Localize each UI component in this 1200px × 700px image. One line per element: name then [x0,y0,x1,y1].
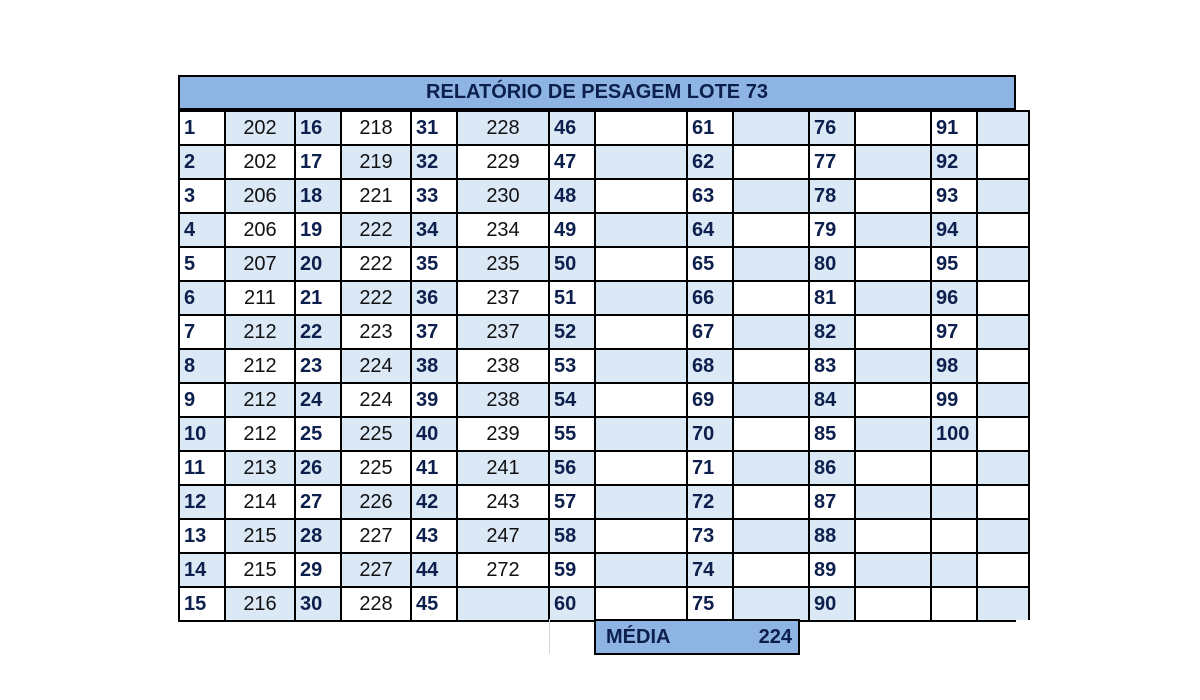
weight-cell [596,144,688,178]
weight-cell [978,484,1030,518]
weight-cell [734,212,810,246]
weight-cell [856,110,932,144]
animal-id-cell: 81 [810,280,856,314]
weight-cell [596,586,688,620]
weight-cell: 202 [226,144,296,178]
animal-id-cell: 22 [296,314,342,348]
weight-cell [856,586,932,620]
animal-id-cell: 69 [688,382,734,416]
average-value: 224 [758,625,792,648]
animal-id-cell: 56 [550,450,596,484]
animal-id-cell: 1 [180,110,226,144]
weight-cell: 230 [458,178,550,212]
animal-id-cell: 61 [688,110,734,144]
animal-id-cell: 40 [412,416,458,450]
weight-cell [856,144,932,178]
weight-cell: 227 [342,552,412,586]
weighing-report [178,75,1016,622]
animal-id-cell: 14 [180,552,226,586]
weight-cell [596,518,688,552]
weight-cell [596,416,688,450]
animal-id-cell: 97 [932,314,978,348]
animal-id-cell: 79 [810,212,856,246]
animal-id-cell: 13 [180,518,226,552]
weight-cell [856,314,932,348]
weight-cell [978,518,1030,552]
animal-id-cell: 10 [180,416,226,450]
weight-cell [734,518,810,552]
animal-id-cell: 71 [688,450,734,484]
animal-id-cell: 43 [412,518,458,552]
animal-id-cell: 60 [550,586,596,620]
weight-cell [734,348,810,382]
weight-cell: 227 [342,518,412,552]
weight-cell: 238 [458,382,550,416]
weight-cell: 237 [458,314,550,348]
animal-id-cell: 75 [688,586,734,620]
weight-cell [856,450,932,484]
animal-id-cell: 4 [180,212,226,246]
weight-cell [734,586,810,620]
animal-id-cell: 57 [550,484,596,518]
animal-id-cell: 8 [180,348,226,382]
animal-id-cell: 86 [810,450,856,484]
animal-id-cell: 27 [296,484,342,518]
weight-cell [596,178,688,212]
animal-id-cell: 23 [296,348,342,382]
animal-id-cell: 85 [810,416,856,450]
animal-id-cell: 66 [688,280,734,314]
weight-cell [596,110,688,144]
weight-cell: 206 [226,178,296,212]
animal-id-cell: 45 [412,586,458,620]
animal-id-cell: 48 [550,178,596,212]
weight-cell [734,382,810,416]
weight-cell: 223 [342,314,412,348]
weight-cell [978,450,1030,484]
animal-id-cell: 29 [296,552,342,586]
animal-id-cell: 31 [412,110,458,144]
animal-id-cell: 5 [180,246,226,280]
animal-id-cell [932,484,978,518]
weight-cell [978,314,1030,348]
animal-id-cell: 51 [550,280,596,314]
weight-cell [734,314,810,348]
weight-cell: 221 [342,178,412,212]
weight-cell [458,586,550,620]
weight-cell [734,246,810,280]
weight-cell [978,348,1030,382]
weight-cell [596,212,688,246]
animal-id-cell: 47 [550,144,596,178]
animal-id-cell: 12 [180,484,226,518]
animal-id-cell: 59 [550,552,596,586]
animal-id-cell: 39 [412,382,458,416]
average-box [594,619,800,655]
weight-cell [596,314,688,348]
weight-cell [978,416,1030,450]
weight-cell [856,416,932,450]
weight-cell: 239 [458,416,550,450]
animal-id-cell: 35 [412,246,458,280]
animal-id-cell: 65 [688,246,734,280]
animal-id-cell: 26 [296,450,342,484]
weighing-table [178,110,1016,622]
animal-id-cell: 78 [810,178,856,212]
animal-id-cell: 9 [180,382,226,416]
animal-id-cell: 54 [550,382,596,416]
animal-id-cell: 20 [296,246,342,280]
animal-id-cell: 49 [550,212,596,246]
animal-id-cell: 36 [412,280,458,314]
animal-id-cell: 64 [688,212,734,246]
weight-cell [978,212,1030,246]
animal-id-cell: 68 [688,348,734,382]
weight-cell: 243 [458,484,550,518]
animal-id-cell: 30 [296,586,342,620]
animal-id-cell: 67 [688,314,734,348]
animal-id-cell: 28 [296,518,342,552]
weight-cell: 214 [226,484,296,518]
animal-id-cell: 15 [180,586,226,620]
weight-cell: 272 [458,552,550,586]
weight-cell [978,552,1030,586]
animal-id-cell: 90 [810,586,856,620]
weight-cell: 215 [226,518,296,552]
animal-id-cell: 100 [932,416,978,450]
weight-cell: 225 [342,416,412,450]
weight-cell [734,144,810,178]
animal-id-cell: 77 [810,144,856,178]
animal-id-cell [932,552,978,586]
animal-id-cell: 33 [412,178,458,212]
weight-cell: 226 [342,484,412,518]
weight-cell: 215 [226,552,296,586]
weight-cell: 212 [226,348,296,382]
animal-id-cell: 6 [180,280,226,314]
animal-id-cell: 99 [932,382,978,416]
animal-id-cell: 2 [180,144,226,178]
weight-cell [856,246,932,280]
animal-id-cell: 73 [688,518,734,552]
weight-cell [856,348,932,382]
weight-cell [596,552,688,586]
animal-id-cell: 70 [688,416,734,450]
animal-id-cell: 63 [688,178,734,212]
weight-cell [856,212,932,246]
animal-id-cell: 58 [550,518,596,552]
weight-cell: 229 [458,144,550,178]
animal-id-cell: 95 [932,246,978,280]
weight-cell [734,552,810,586]
animal-id-cell: 7 [180,314,226,348]
weight-cell [596,280,688,314]
weight-cell: 222 [342,280,412,314]
weight-cell: 225 [342,450,412,484]
weight-cell [734,110,810,144]
animal-id-cell: 38 [412,348,458,382]
weight-cell [856,552,932,586]
weight-cell: 213 [226,450,296,484]
animal-id-cell: 82 [810,314,856,348]
animal-id-cell: 96 [932,280,978,314]
weight-cell: 234 [458,212,550,246]
weight-cell [734,280,810,314]
animal-id-cell: 62 [688,144,734,178]
weight-cell: 238 [458,348,550,382]
animal-id-cell: 18 [296,178,342,212]
weight-cell: 228 [342,586,412,620]
weight-cell [856,484,932,518]
weight-cell [978,110,1030,144]
weight-cell: 224 [342,348,412,382]
animal-id-cell: 25 [296,416,342,450]
animal-id-cell: 46 [550,110,596,144]
weight-cell [978,144,1030,178]
weight-cell: 247 [458,518,550,552]
animal-id-cell: 92 [932,144,978,178]
weight-cell: 206 [226,212,296,246]
weight-cell [978,280,1030,314]
animal-id-cell: 17 [296,144,342,178]
weight-cell [978,246,1030,280]
weight-cell [596,382,688,416]
weight-cell: 237 [458,280,550,314]
weight-cell [978,178,1030,212]
animal-id-cell [932,450,978,484]
weight-cell: 241 [458,450,550,484]
animal-id-cell [932,518,978,552]
animal-id-cell: 76 [810,110,856,144]
animal-id-cell: 42 [412,484,458,518]
animal-id-cell: 72 [688,484,734,518]
weight-cell [734,178,810,212]
weight-cell: 212 [226,382,296,416]
weight-cell [734,450,810,484]
weight-cell: 211 [226,280,296,314]
animal-id-cell: 32 [412,144,458,178]
weight-cell [596,348,688,382]
animal-id-cell: 87 [810,484,856,518]
animal-id-cell: 41 [412,450,458,484]
weight-cell: 222 [342,212,412,246]
animal-id-cell: 83 [810,348,856,382]
weight-cell [734,484,810,518]
weight-cell [978,382,1030,416]
weight-cell [856,382,932,416]
weight-cell [856,178,932,212]
animal-id-cell: 91 [932,110,978,144]
animal-id-cell: 11 [180,450,226,484]
weight-cell: 222 [342,246,412,280]
weight-cell [596,484,688,518]
column-guide-line [549,619,550,654]
weight-cell: 207 [226,246,296,280]
animal-id-cell: 53 [550,348,596,382]
weight-cell: 202 [226,110,296,144]
animal-id-cell: 50 [550,246,596,280]
weight-cell [978,586,1030,620]
weight-cell [596,246,688,280]
animal-id-cell: 3 [180,178,226,212]
weight-cell: 235 [458,246,550,280]
animal-id-cell: 24 [296,382,342,416]
animal-id-cell: 19 [296,212,342,246]
weight-cell: 224 [342,382,412,416]
animal-id-cell [932,586,978,620]
animal-id-cell: 44 [412,552,458,586]
animal-id-cell: 88 [810,518,856,552]
animal-id-cell: 80 [810,246,856,280]
animal-id-cell: 98 [932,348,978,382]
animal-id-cell: 89 [810,552,856,586]
weight-cell: 219 [342,144,412,178]
average-label: MÉDIA [606,625,671,648]
weight-cell: 212 [226,416,296,450]
weight-cell [596,450,688,484]
weight-cell [856,280,932,314]
weight-cell: 218 [342,110,412,144]
animal-id-cell: 55 [550,416,596,450]
weight-cell: 228 [458,110,550,144]
weight-cell: 216 [226,586,296,620]
animal-id-cell: 34 [412,212,458,246]
animal-id-cell: 21 [296,280,342,314]
weight-cell [734,416,810,450]
report-title: RELATÓRIO DE PESAGEM LOTE 73 [178,75,1016,110]
animal-id-cell: 93 [932,178,978,212]
animal-id-cell: 52 [550,314,596,348]
weight-cell [856,518,932,552]
animal-id-cell: 16 [296,110,342,144]
animal-id-cell: 94 [932,212,978,246]
animal-id-cell: 74 [688,552,734,586]
weight-cell: 212 [226,314,296,348]
animal-id-cell: 84 [810,382,856,416]
animal-id-cell: 37 [412,314,458,348]
